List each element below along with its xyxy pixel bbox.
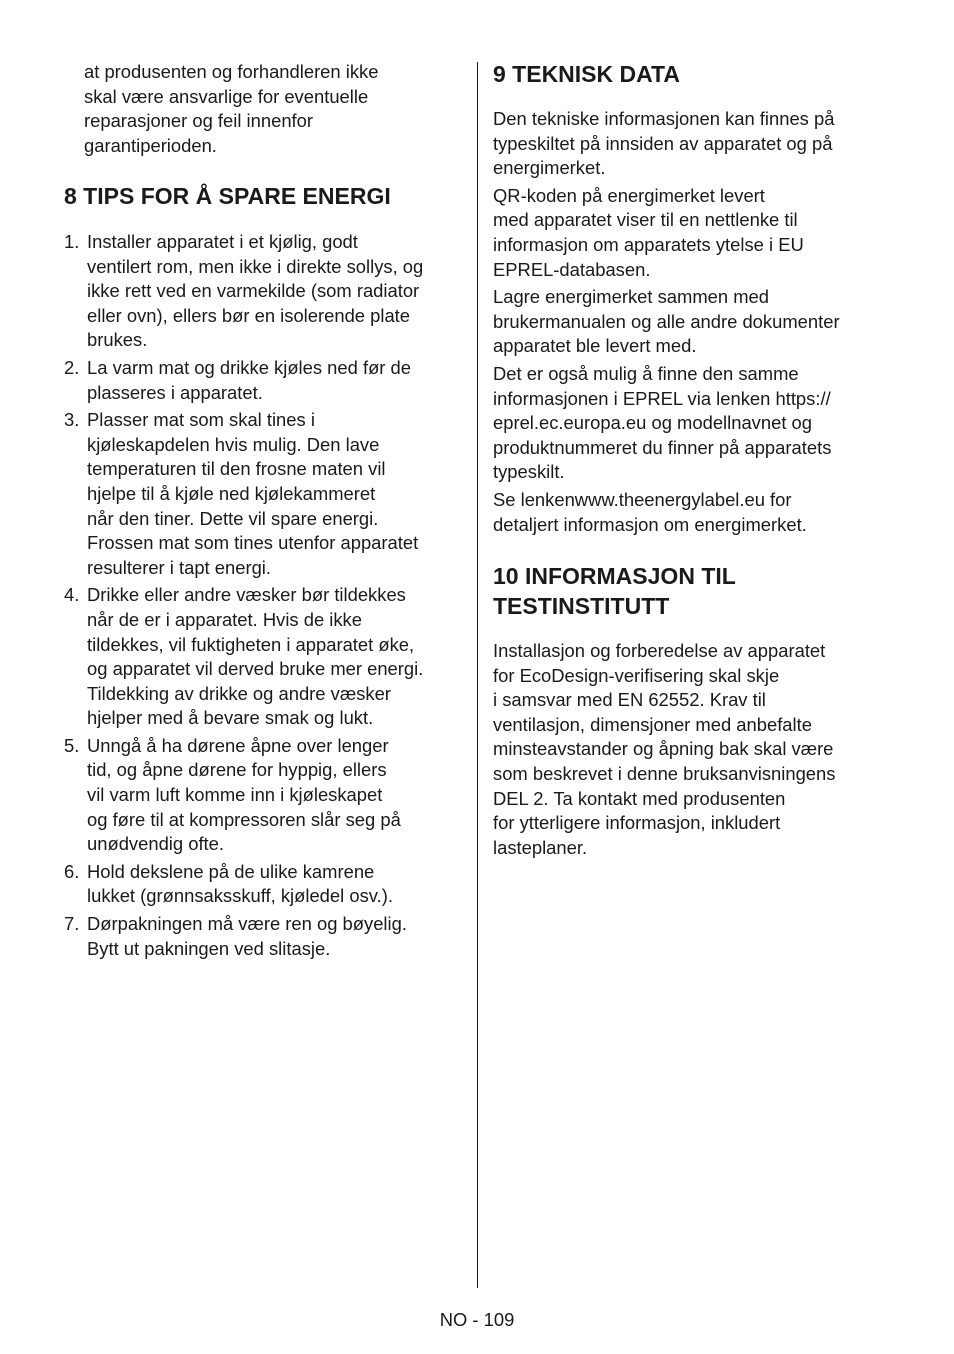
section-10-heading: 10 INFORMASJON TIL TESTINSTITUTT: [493, 563, 736, 619]
tip-item: [64, 860, 464, 909]
tip-text: Dørpakningen må være ren og bøyelig. Bytt ut pakningen ved slitasje.: [87, 913, 407, 959]
section-9-paragraph: Den tekniske informasjonen kan finnes på typeskiltet på innsiden av apparatet og på energimerket.: [493, 108, 835, 179]
tip-number: 7.: [64, 913, 80, 935]
tip-text: Hold dekslene på de ulike kamrene lukket (grønnsaksskuff, kjøledel osv.).: [87, 860, 393, 907]
tip-item: [64, 230, 464, 353]
tip-item: [64, 356, 464, 405]
tip-number: 2.: [64, 356, 80, 378]
energy-tips-list: [64, 230, 464, 964]
tip-item: [64, 734, 464, 857]
column-divider: [477, 62, 478, 1288]
section-9-paragraph: Se lenkenwww.theenergylabel.eu for detaljert informasjon om energimerket.: [493, 488, 807, 535]
section-9-paragraph: QR-koden på energimerket levert med apparatet viser til en nettlenke til informasjon om apparatets ytelse i EU EPREL-databasen.: [493, 184, 804, 280]
section-9-heading: 9 TEKNISK DATA: [493, 61, 680, 87]
tip-number: 5.: [64, 734, 80, 756]
tip-number: 3.: [64, 409, 80, 431]
page-number: NO - 109: [439, 1309, 515, 1330]
tip-number: 6.: [64, 860, 80, 882]
intro-paragraph: at produsenten og forhandleren ikke skal være ansvarlige for eventuelle reparasjoner og feil innenfor garantiperioden.: [84, 61, 379, 156]
section-9-paragraph: Lagre energimerket sammen med brukermanualen og alle andre dokumenter apparatet ble levert med.: [493, 286, 840, 357]
section-10-paragraph: Installasjon og forberedelse av apparatet for EcoDesign-verifisering skal skje i samsvar med EN 62552. Krav til ventilasjon, dimensjoner med anbefalte minsteavstander og åpning bak skal være som beskrevet i denne bruksanvisningens DEL 2. Ta kontakt med produsenten for ytterligere informasjon, inkludert lasteplaner.: [493, 640, 836, 858]
tip-text: Installer apparatet i et kjølig, godt ventilert rom, men ikke i direkte sollys, og ikke rett ved en varmekilde (som radiator eller ovn), ellers bør en isolerende plate brukes.: [87, 231, 424, 351]
section-8-heading: 8 TIPS FOR Å SPARE ENERGI: [64, 183, 391, 209]
section-9-paragraph: Det er også mulig å finne den samme informasjonen i EPREL via lenken https:// eprel.ec.europa.eu og modellnavnet og produktnummeret du finner på apparatets typeskilt.: [493, 362, 832, 483]
tip-item: [64, 912, 464, 961]
section-9-body: [493, 107, 893, 537]
tip-number: 4.: [64, 584, 80, 606]
tip-text: Plasser mat som skal tines i kjøleskapdelen hvis mulig. Den lave temperaturen til den frosne maten vil hjelpe til å kjøle ned kjølekammeret når den tiner. Dette vil spare energi. Frossen mat som tines utenfor apparatet resulterer i tapt energi.: [87, 409, 419, 578]
tip-text: Unngå å ha dørene åpne over lenger tid, og åpne dørene for hyppig, ellers vil varm luft komme inn i kjøleskapet og føre til at kompressoren slår seg på unødvendig ofte.: [87, 734, 401, 855]
tip-item: [64, 583, 464, 731]
tip-text: Drikke eller andre væsker bør tildekkes når de er i apparatet. Hvis de ikke tildekkes, vil fuktigheten i apparatet øke, og apparatet vil derved bruke mer energi. Tildekking av drikke og andre væsker hjelper med å bevare smak og lukt.: [87, 584, 424, 729]
tip-number: 1.: [64, 231, 80, 252]
tip-item: [64, 408, 464, 580]
tip-text: La varm mat og drikke kjøles ned før de plasseres i apparatet.: [87, 356, 412, 403]
